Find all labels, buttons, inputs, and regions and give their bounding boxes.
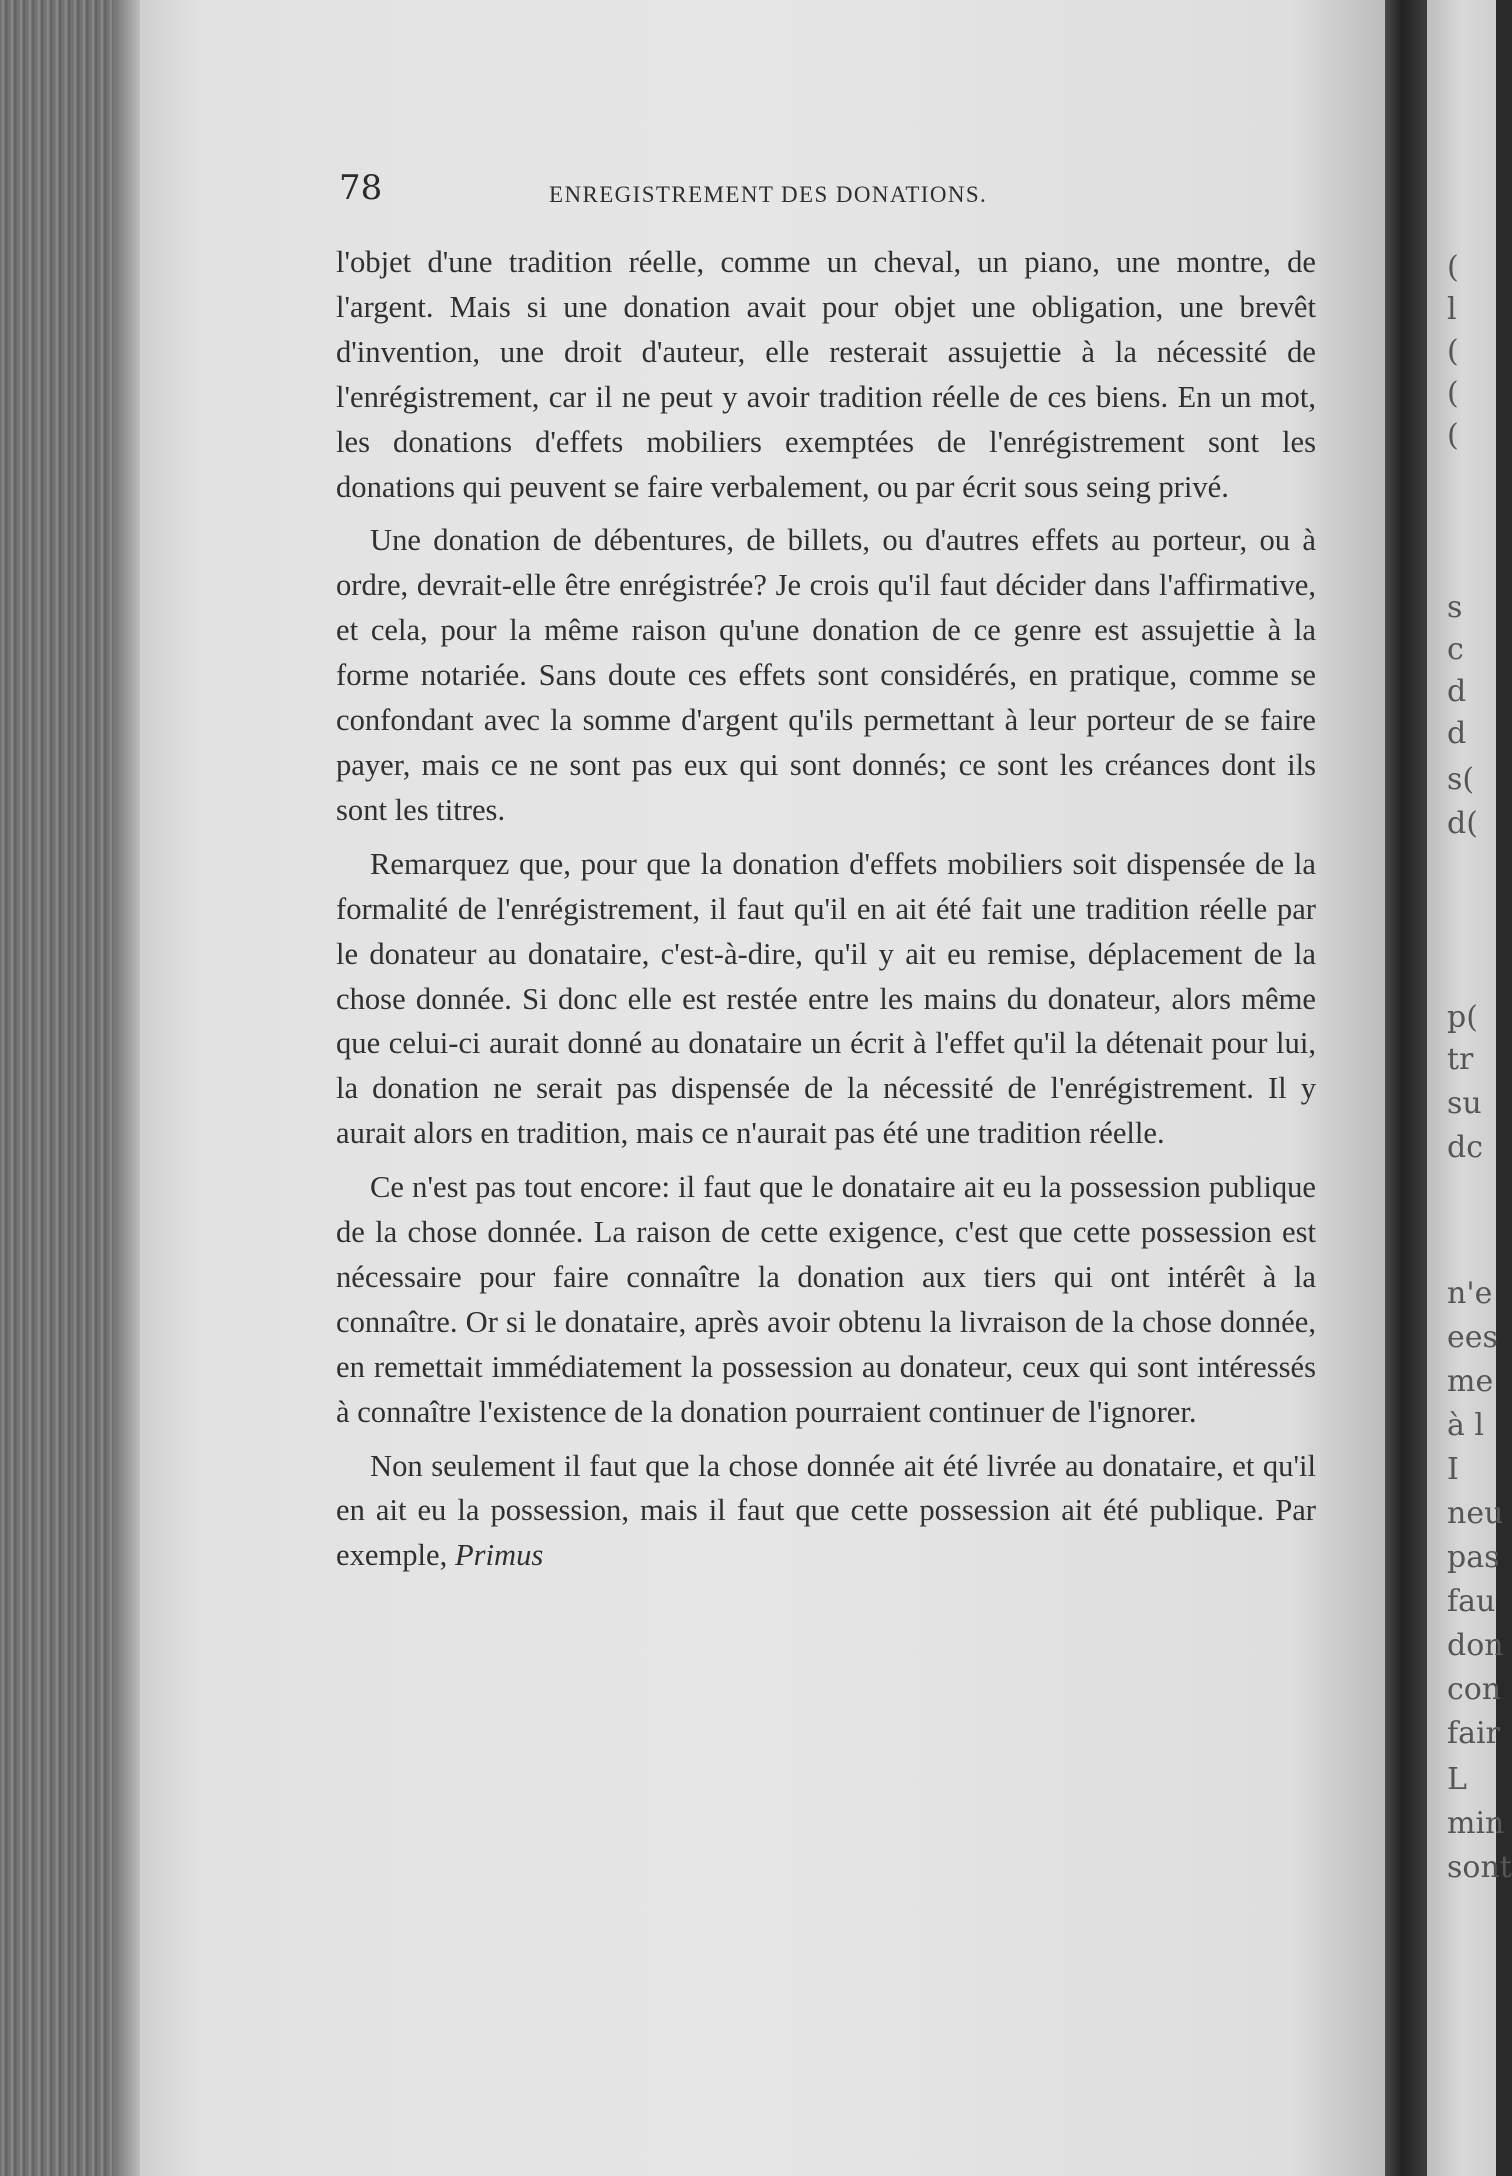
page-block-edge: [0, 0, 112, 2176]
next-page-fragment: p(: [1447, 1000, 1478, 1035]
italic-word: Primus: [454, 1538, 544, 1573]
next-page-fragment: don: [1447, 1628, 1504, 1663]
next-page-fragment: L: [1447, 1762, 1467, 1797]
paragraph: Ce n'est pas tout encore: il faut que le donataire ait eu la possession publique de la chose donnée. La raison de cette exigence, c'est que cette possession est nécessaire pour faire connaître la donation aux tiers qui ont intérêt à la connaître. Or si le donataire, après avoir obtenu la livraison de la chose donnée, en remettait immédiatement la possession au donateur, ceux qui sont intéressés à connaître l'existence de la donation pourraient continuer de l'ignorer.: [336, 1170, 1316, 1429]
next-page-edge: [1427, 0, 1512, 2176]
running-head: ENREGISTREMENT DES DONATIONS.: [549, 182, 988, 207]
next-page-fragment: (: [1447, 418, 1459, 453]
body-text: [336, 240, 1316, 1587]
book-gutter: [1385, 0, 1427, 2176]
next-page-fragment: me: [1447, 1364, 1494, 1399]
next-page-fragment: neu: [1447, 1496, 1504, 1531]
next-page-fragment: l: [1447, 292, 1457, 327]
next-page-fragment: s: [1447, 590, 1463, 625]
next-page-fragment: s(: [1447, 762, 1475, 797]
next-page-fragment: (: [1447, 334, 1459, 369]
next-page-fragment: d(: [1447, 806, 1478, 841]
paragraph: l'objet d'une tradition réelle, comme un cheval, un piano, une montre, de l'argent. Mais si une donation avait pour objet une obligation, une brevêt d'invention, une droit d'auteur, elle resterait assujettie à la nécessité de l'enrégistrement, car il ne peut y avoir tradition réelle de ces biens. En un mot, les donations d'effets mobiliers exemptées de l'enrégistrement sont les donations qui peuvent se faire verbalement, ou par écrit sous seing privé.: [336, 245, 1316, 504]
page-edge-shadow: [112, 0, 140, 2176]
page-number: 78: [339, 168, 383, 208]
next-page-fragment: dc: [1447, 1130, 1484, 1165]
next-page-fragment: (: [1447, 250, 1459, 285]
page-header: [339, 168, 1319, 218]
next-page-fragment: pas: [1447, 1540, 1500, 1575]
paragraph: Une donation de débentures, de billets, ou d'autres effets au porteur, ou à ordre, devrait-elle être enrégistrée? Je crois qu'il faut décider dans l'affirmative, et cela, pour la même raison qu'une donation de ce genre est assujettie à la forme notariée. Sans doute ces effets sont considérés, en pratique, comme se confondant avec la somme d'argent qu'ils permettant à leur porteur de se faire payer, mais ce ne sont pas eux qui sont donnés; ce sont les créances dont ils sont les titres.: [336, 523, 1316, 827]
next-page-fragment: d: [1447, 674, 1467, 709]
next-page-fragment: c: [1447, 632, 1464, 667]
next-page-fragment: fair: [1447, 1716, 1500, 1751]
next-page-fragment: d: [1447, 716, 1467, 751]
next-page-fragment: n'e: [1447, 1276, 1493, 1311]
next-page-fragment: à l: [1447, 1408, 1485, 1443]
next-page-fragment: fau: [1447, 1584, 1496, 1619]
next-page-fragment: I: [1447, 1452, 1459, 1487]
next-page-fragment: sont: [1447, 1850, 1512, 1885]
next-page-fragment: su: [1447, 1086, 1482, 1121]
paragraph: [336, 1444, 1316, 1579]
next-page-fragment: (: [1447, 376, 1459, 411]
next-page-fragment: tr: [1447, 1042, 1474, 1077]
next-page-fragment: con: [1447, 1672, 1502, 1707]
next-page-fragment: min: [1447, 1806, 1505, 1841]
paragraph-text: Non seulement il faut que la chose donnée ait été livrée au donataire, et qu'il en ait eu la possession, mais il faut que cette possession ait été publique. Par exemple,: [336, 1448, 1316, 1573]
paragraph: Remarquez que, pour que la donation d'effets mobiliers soit dispensée de la formalité de l'enrégistrement, il faut qu'il en ait été fait une tradition réelle par le donateur au donataire, c'est-à-dire, qu'il y ait eu remise, déplacement de la chose donnée. Si donc elle est restée entre les mains du donateur, alors même que celui-ci aurait donné au donataire un écrit à l'effet qu'il la détenait pour lui, la donation ne serait pas dispensée de la nécessité de l'enrégistrement. Il y aurait alors en tradition, mais ce n'aurait pas été une tradition réelle.: [336, 846, 1316, 1151]
next-page-fragment: ees: [1447, 1320, 1498, 1355]
